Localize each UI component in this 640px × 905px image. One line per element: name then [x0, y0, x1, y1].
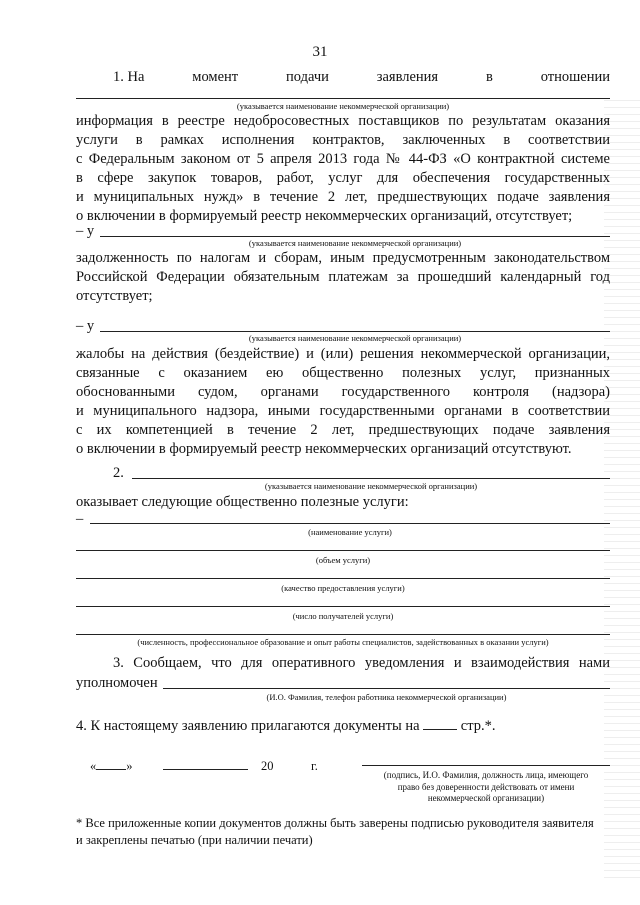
paragraph-line: и муниципального надзора, иными государственными органами в соответствии	[76, 403, 610, 419]
specialists-caption: (численность, профессиональное образование и опыт работы специалистов, задействованных в оказании услуги)	[137, 637, 549, 647]
year-prefix: 20	[261, 759, 274, 773]
dash-u-label: – у	[76, 223, 95, 239]
section4-line	[76, 717, 495, 735]
signature-caption-line: (подпись, И.О. Фамилия, должность лица, имеющего	[383, 770, 589, 780]
date-day	[90, 758, 133, 774]
contact-person-caption: (И.О. Фамилия, телефон работника некоммерческой организации)	[266, 692, 507, 702]
intro-word: подачи	[286, 69, 329, 85]
section3-line: 3. Сообщаем, что для оперативного уведомления и взаимодействия нами	[113, 655, 610, 671]
service-name-caption: (наименование услуги)	[308, 527, 392, 537]
service-volume-line[interactable]	[76, 550, 610, 551]
quote-close: »	[126, 759, 133, 773]
page-number: 31	[312, 44, 328, 60]
month-field[interactable]	[163, 769, 248, 770]
signature-line[interactable]	[362, 765, 610, 766]
footnote-line: * Все приложенные копии документов должны быть заверены подписью руководителя заявителя	[76, 816, 594, 830]
day-field[interactable]	[96, 769, 126, 770]
services-dash: –	[76, 511, 84, 527]
intro-word: момент	[192, 69, 239, 85]
service-recipients-line[interactable]	[76, 606, 610, 607]
paragraph-line: услуги в рамках исполнения контрактов, заключенных в соответствии	[76, 132, 610, 148]
intro-word: отношении	[540, 69, 610, 85]
intro-word: 1. На	[113, 69, 145, 85]
paragraph-line: информация в реестре недобросовестных поставщиков по результатам оказания	[76, 113, 610, 129]
specialists-line[interactable]	[76, 634, 610, 635]
section2-number: 2.	[113, 465, 124, 481]
org-name-line[interactable]	[132, 478, 610, 479]
paragraph-line: связанные с оказанием ею общественно полезных услуг, признанных	[76, 365, 610, 381]
paragraph-line: с их компетенцией в течение 2 лет, предшествующих подаче заявления	[76, 422, 610, 438]
paragraph-line: жалобы на действия (бездействие) и (или) решения некоммерческой организации,	[76, 346, 610, 362]
paragraph-line: с Федеральным законом от 5 апреля 2013 года № 44-ФЗ «О контрактной системе	[76, 151, 610, 167]
footnote-line: и закреплены печатью (при наличии печати)	[76, 833, 313, 847]
signature-caption-line: право без доверенности действовать от имени	[397, 781, 575, 792]
paragraph-line: Российской Федерации обязательным платежам за прошедший календарный год	[76, 269, 610, 285]
section3-authorized: уполномочен	[76, 675, 158, 691]
signature-caption-line: некоммерческой организации)	[427, 793, 545, 803]
service-volume-caption: (объем услуги)	[315, 555, 371, 565]
paragraph-line: о включении в формируемый реестр некоммерческих организаций отсутствуют.	[76, 441, 572, 457]
paragraph-line: отсутствует;	[76, 288, 153, 304]
org-name-caption: (указывается наименование некоммерческой организации)	[248, 333, 462, 343]
service-quality-line[interactable]	[76, 578, 610, 579]
section4-suffix: стр.*.	[460, 718, 496, 734]
org-name-line[interactable]	[100, 236, 610, 237]
service-name-line[interactable]	[90, 523, 610, 524]
paragraph-line: о включении в формируемый реестр некоммерческих организаций, отсутствует;	[76, 208, 573, 224]
contact-person-line[interactable]	[163, 688, 610, 689]
pages-count-field[interactable]	[423, 729, 457, 730]
section1-intro	[113, 68, 610, 86]
intro-word: заявления	[376, 69, 439, 85]
paragraph-line: обоснованными судом, органами государственного контроля (надзора)	[76, 384, 610, 400]
section4-text: 4. К настоящему заявлению прилагаются документы на	[76, 718, 420, 734]
org-name-line[interactable]	[76, 98, 610, 99]
org-name-caption: (указывается наименование некоммерческой организации)	[236, 101, 450, 111]
year-suffix: г.	[311, 759, 318, 773]
paragraph-line: задолженность по налогам и сборам, иным предусмотренным законодательством	[76, 250, 610, 266]
paragraph-line: в сфере закупок товаров, работ, услуг для обеспечения государственных	[76, 170, 610, 186]
signature-caption	[362, 770, 610, 805]
service-quality-caption: (качество предоставления услуги)	[281, 583, 405, 593]
org-name-caption: (указывается наименование некоммерческой организации)	[264, 481, 478, 491]
services-intro: оказывает следующие общественно полезные услуги:	[76, 494, 409, 510]
org-name-caption: (указывается наименование некоммерческой организации)	[248, 238, 462, 248]
service-recipients-caption: (число получателей услуги)	[292, 611, 394, 621]
org-name-line[interactable]	[100, 331, 610, 332]
quote-open: «	[90, 759, 97, 773]
dash-u-label: – у	[76, 318, 95, 334]
intro-word: в	[485, 69, 493, 85]
paragraph-line: и муниципальных нужд» в течение 2 лет, предшествующих подаче заявления	[76, 189, 610, 205]
